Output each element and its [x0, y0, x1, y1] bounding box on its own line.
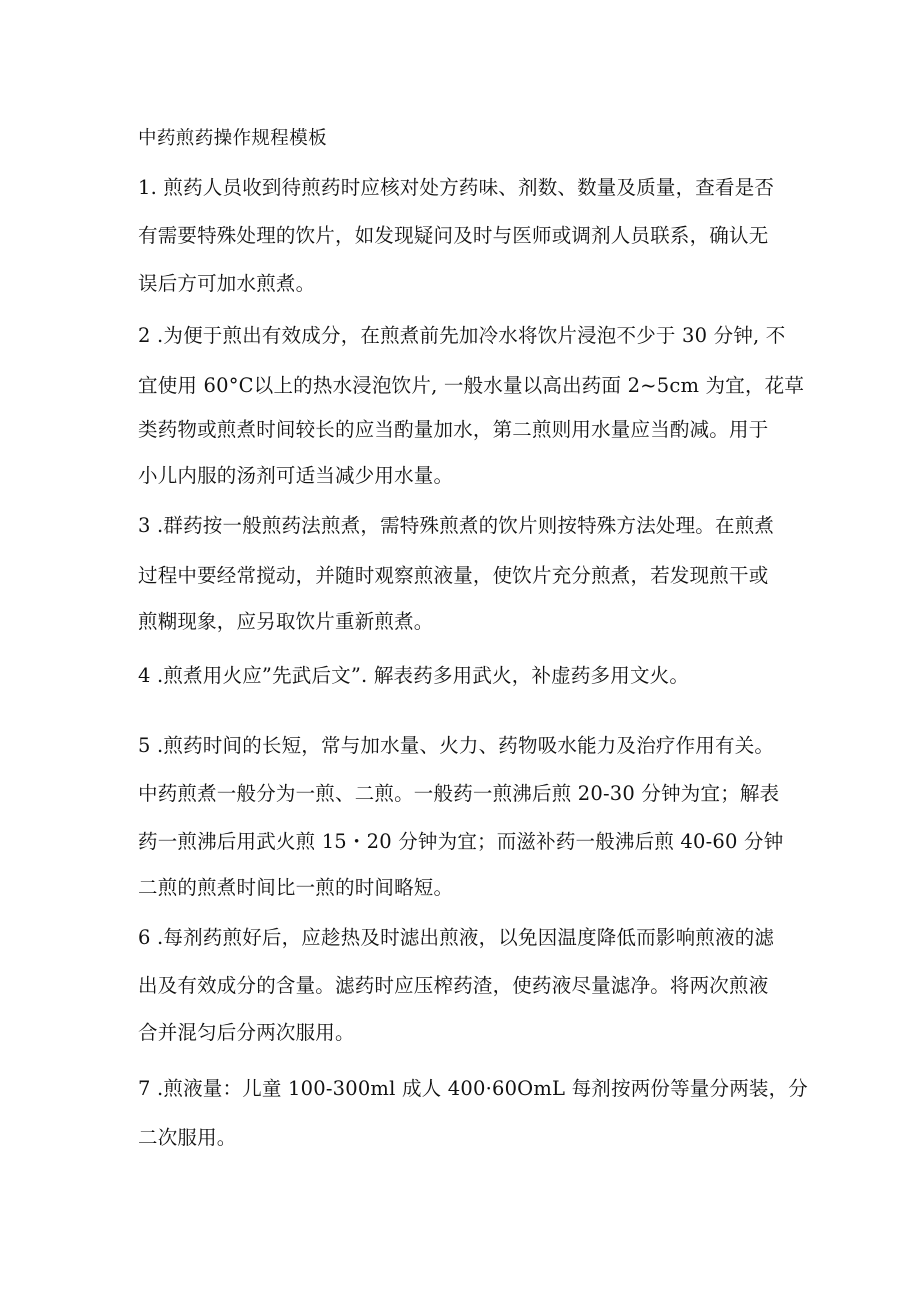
paragraph-2-line-2: 宜使用 60°C以上的热水浸泡饮片, 一般水量以高出药面 2~5cm 为宜，花草: [138, 374, 805, 397]
paragraph-3-line-1: 3 .群药按一般煎药法煎煮，需特殊煎煮的饮片则按特殊方法处理。在煎煮: [138, 514, 775, 537]
paragraph-6-line-2: 出及有效成分的含量。滤药时应压榨药渣，使药液尽量滤净。将两次煎液: [138, 974, 769, 997]
paragraph-1-line-2: 有需要特殊处理的饮片，如发现疑问及时与医师或调剂人员联系，确认无: [138, 224, 769, 247]
paragraph-6-line-3: 合并混匀后分两次服用。: [138, 1021, 355, 1044]
paragraph-5-line-3: 药一煎沸后用武火煎 15・20 分钟为宜；而滋补药一般沸后煎 40-60 分钟: [138, 830, 784, 853]
document-title: 中药煎药操作规程模板: [138, 128, 328, 149]
paragraph-5-line-4: 二煎的煎煮时间比一煎的时间略短。: [138, 876, 454, 899]
paragraph-1-line-1: 1. 煎药人员收到待煎药时应核对处方药味、剂数、数量及质量，查看是否: [138, 176, 775, 199]
paragraph-3-line-2: 过程中要经常搅动，并随时观察煎液量，使饮片充分煎煮，若发现煎干或: [138, 564, 769, 587]
paragraph-2-line-1: 2 .为便于煎出有效成分，在煎煮前先加冷水将饮片浸泡不少于 30 分钟, 不: [138, 324, 786, 347]
paragraph-7-line-2: 二次服用。: [138, 1126, 237, 1149]
paragraph-5-line-2: 中药煎煮一般分为一煎、二煎。一般药一煎沸后煎 20-30 分钟为宜；解表: [138, 782, 780, 805]
paragraph-3-line-3: 煎糊现象，应另取饮片重新煎煮。: [138, 610, 434, 633]
paragraph-1-line-3: 误后方可加水煎煮。: [138, 272, 316, 295]
paragraph-6-line-1: 6 .每剂药煎好后，应趁热及时滤出煎液，以免因温度降低而影响煎液的滤: [138, 926, 775, 949]
paragraph-7-line-1: 7 .煎液量：儿童 100-300ml 成人 400·60OmL 每剂按两份等量分两装，分: [138, 1077, 809, 1100]
paragraph-2-line-4: 小儿内服的汤剂可适当减少用水量。: [138, 464, 454, 487]
paragraph-2-line-3: 类药物或煎煮时间较长的应当酌量加水，第二煎则用水量应当酌减。用于: [138, 418, 769, 441]
paragraph-4-line-1: 4 .煎煮用火应”先武后文”. 解表药多用武火，补虚药多用文火。: [138, 664, 690, 687]
paragraph-5-line-1: 5 .煎药时间的长短，常与加水量、火力、药物吸水能力及治疗作用有关。: [138, 734, 775, 757]
